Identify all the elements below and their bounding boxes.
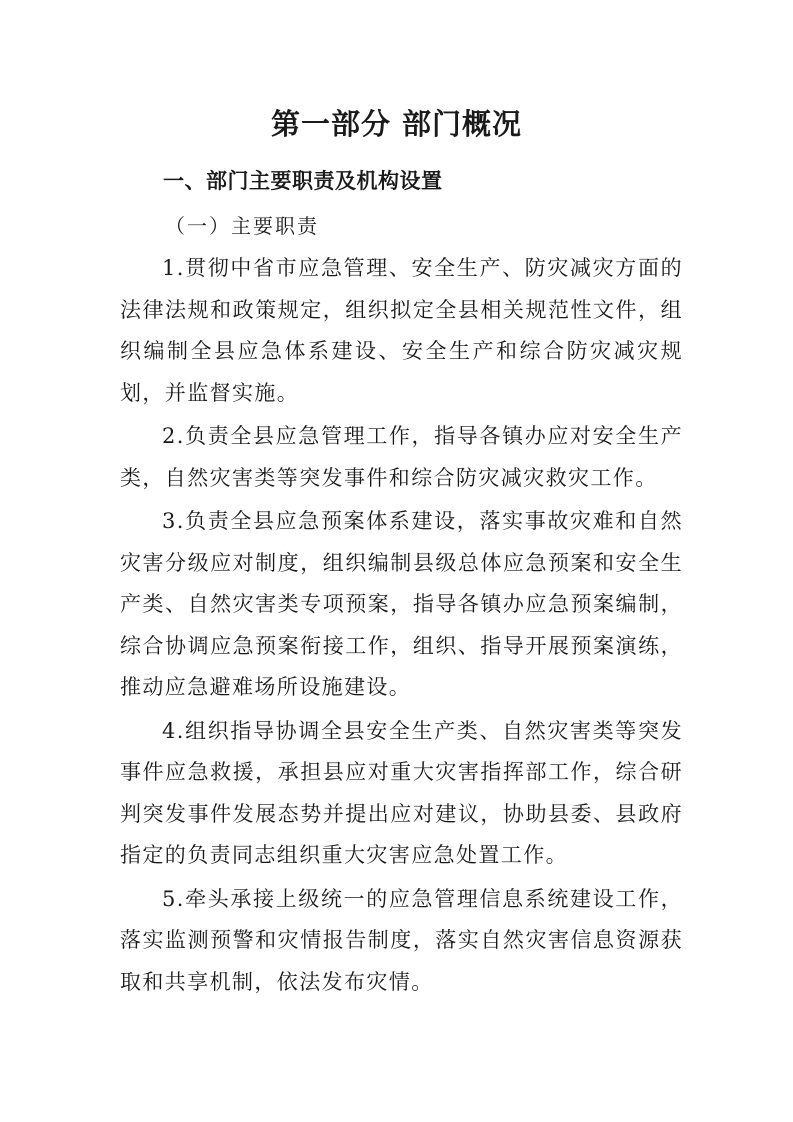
document-body bbox=[120, 248, 683, 1003]
duty-paragraph-4: 4.组织指导协调全县安全生产类、自然灾害类等突发事件应急救援，承担县应对重大灾害指挥部工作，综合研判突发事件发展态势并提出应对建议，协助县委、县政府指定的负责同志组织重大灾害应急处置工作。 bbox=[120, 718, 683, 867]
subsection-heading: （一）主要职责 bbox=[165, 214, 319, 238]
section-heading: 一、部门主要职责及机构设置 bbox=[163, 169, 443, 193]
duty-paragraph-3: 3.负责全县应急预案体系建设，落实事故灾难和自然灾害分级应对制度，组织编制县级总体应急预案和安全生产类、自然灾害类专项预案，指导各镇办应急预案编制，综合协调应急预案衔接工作，组织、指导开展预案演练，推动应急避难场所设施建设。 bbox=[120, 509, 683, 699]
document-title: 第一部分 部门概况 bbox=[270, 107, 523, 141]
duty-paragraph-2: 2.负责全县应急管理工作，指导各镇办应对安全生产类，自然灾害类等突发事件和综合防灾减灾救灾工作。 bbox=[120, 424, 683, 490]
duty-paragraph-5: 5.牵头承接上级统一的应急管理信息系统建设工作，落实监测预警和灾情报告制度，落实自然灾害信息资源获取和共享机制，依法发布灾情。 bbox=[120, 886, 683, 994]
duty-paragraph-1: 1.贯彻中省市应急管理、安全生产、防灾减灾方面的法律法规和政策规定，组织拟定全县相关规范性文件，组织编制全县应急体系建设、安全生产和综合防灾减灾规划，并监督实施。 bbox=[120, 256, 683, 405]
